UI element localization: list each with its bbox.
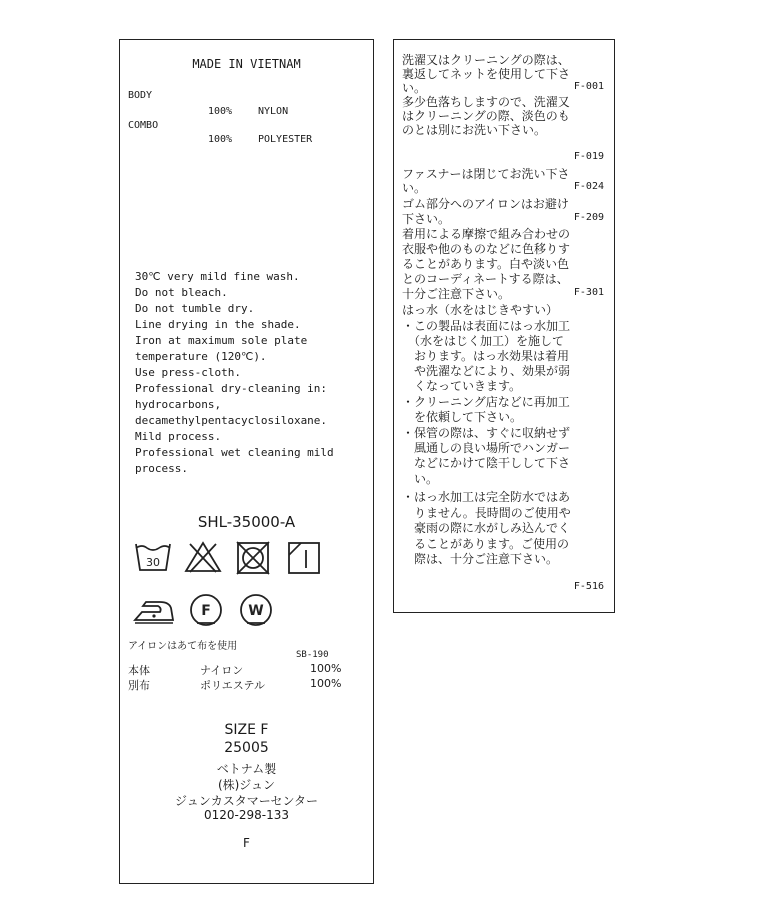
care-label-left bbox=[119, 39, 374, 884]
care-line: Mild process. bbox=[135, 430, 222, 443]
combo-part: COMBO bbox=[128, 120, 159, 131]
care-line: Do not bleach. bbox=[135, 286, 228, 299]
jp-care-line: ・クリーニング店などに再加工 bbox=[402, 395, 570, 409]
jp-care-line: 風通しの良い場所でハンガー bbox=[402, 441, 571, 455]
care-code: F-516 bbox=[573, 581, 604, 592]
care-line: Iron at maximum sole plate bbox=[135, 334, 308, 347]
jp-percent-combo: 100% bbox=[310, 677, 342, 690]
size-text: SIZE F bbox=[224, 722, 269, 738]
jp-care-line: おります。はっ水効果は着用 bbox=[402, 349, 570, 363]
care-line: Use press-cloth. bbox=[135, 366, 241, 379]
phone-number: 0120-298-133 bbox=[203, 808, 289, 822]
jp-care-line: い。 bbox=[402, 181, 427, 195]
jp-care-line: 豪雨の際に水がしみ込んでく bbox=[402, 521, 571, 535]
combo-percent: 100% bbox=[208, 134, 233, 145]
care-label-right bbox=[393, 39, 615, 613]
wash-temp-text: 30 bbox=[146, 556, 160, 569]
jp-care-line: はクリーニングの際、淡色のも bbox=[402, 109, 570, 123]
care-line: Do not tumble dry. bbox=[135, 302, 255, 315]
care-line: Line drying in the shade. bbox=[135, 318, 301, 331]
care-line: 30℃ very mild fine wash. bbox=[135, 270, 300, 283]
jp-care-line: ゴム部分へのアイロンはお避け bbox=[402, 197, 569, 211]
jp-material-body: ナイロン bbox=[200, 664, 244, 677]
jp-care-line: 多少色落ちしますので、洗濯又 bbox=[402, 95, 570, 109]
care-code: F-024 bbox=[573, 181, 604, 192]
jp-care-line: 裏返してネットを使用して下さ bbox=[402, 67, 571, 81]
care-line: decamethylpentacyclosiloxane. bbox=[135, 414, 328, 427]
iron-note: アイロンはあて布を使用 bbox=[128, 641, 238, 652]
jp-care-line: （水をはじく加工）を施して bbox=[402, 334, 565, 348]
lot-number: 25005 bbox=[224, 740, 269, 756]
jp-care-line: い。 bbox=[402, 472, 439, 486]
dry-clean-f-icon bbox=[188, 592, 224, 628]
jp-care-line: を依頼して下さい。 bbox=[402, 410, 523, 424]
jp-care-line: ファスナーは閉じてお洗い下さ bbox=[402, 167, 570, 181]
footer-letter: F bbox=[243, 836, 250, 850]
care-line: temperature (120℃). bbox=[135, 350, 267, 363]
origin-text: MADE IN VIETNAM bbox=[192, 57, 301, 71]
wet-clean-letter: W bbox=[248, 603, 264, 619]
jp-material-combo: ポリエステル bbox=[200, 679, 266, 692]
care-line: Professional dry-cleaning in: bbox=[135, 382, 328, 395]
jp-care-line: ・はっ水加工は完全防水ではあ bbox=[402, 490, 571, 504]
care-code: F-001 bbox=[573, 81, 604, 92]
jp-care-line: とのコーディネートする際は、 bbox=[402, 272, 569, 286]
wet-clean-w-icon bbox=[238, 592, 274, 628]
jp-care-line: ることがあります。ご使用の bbox=[402, 537, 570, 551]
jp-care-line: 下さい。 bbox=[402, 212, 451, 226]
care-line: hydrocarbons, bbox=[135, 398, 222, 411]
care-line: process. bbox=[135, 462, 188, 475]
care-line: Professional wet cleaning mild bbox=[135, 446, 334, 459]
care-code: F-209 bbox=[573, 212, 604, 223]
body-part: BODY bbox=[128, 90, 153, 101]
body-material: NYLON bbox=[258, 106, 289, 117]
jp-care-line: 十分ご注意下さい。 bbox=[402, 287, 511, 301]
sb-code: SB-190 bbox=[296, 650, 329, 660]
jp-care-line: い。 bbox=[402, 81, 427, 95]
jp-care-line: などにかけて陰干しして下さ bbox=[402, 456, 571, 470]
jp-care-line: や洗濯などにより、効果が弱 bbox=[402, 364, 571, 378]
jp-care-line: ・この製品は表面にはっ水加工 bbox=[402, 319, 571, 333]
no-tumble-dry-icon bbox=[235, 540, 271, 576]
origin-jp: ベトナム製 bbox=[216, 762, 277, 776]
body-percent: 100% bbox=[208, 106, 233, 117]
no-bleach-icon bbox=[184, 540, 222, 574]
model-code: SHL-35000-A bbox=[197, 513, 296, 531]
jp-care-line: ・保管の際は、すぐに収納せず bbox=[402, 426, 571, 440]
iron-low-icon bbox=[132, 596, 176, 626]
wash-30-icon bbox=[134, 540, 172, 574]
dry-clean-letter: F bbox=[201, 603, 211, 619]
combo-material: POLYESTER bbox=[258, 134, 313, 145]
jp-care-line: はっ水（水をはじきやすい） bbox=[402, 303, 559, 317]
jp-care-line: 着用による摩擦で組み合わせの bbox=[402, 227, 571, 241]
jp-care-line: 際は、十分ご注意下さい。 bbox=[402, 552, 559, 566]
jp-part-body: 本体 bbox=[128, 664, 150, 677]
care-code: F-019 bbox=[573, 151, 604, 162]
jp-care-line: りません。長時間のご使用や bbox=[402, 506, 571, 520]
jp-percent-body: 100% bbox=[310, 662, 342, 675]
line-dry-shade-icon bbox=[286, 540, 322, 576]
care-code: F-301 bbox=[573, 287, 604, 298]
jp-care-line: 衣服や他のものなどに色移りす bbox=[402, 242, 571, 256]
jp-care-line: 洗濯又はクリーニングの際は、 bbox=[402, 53, 570, 67]
jp-part-combo: 別布 bbox=[128, 679, 150, 692]
jp-care-line: くなっていきます。 bbox=[402, 379, 522, 393]
jp-care-line: のとは別にお洗い下さい。 bbox=[402, 123, 547, 137]
jp-care-line: ることがあります。白や淡い色 bbox=[402, 257, 570, 271]
company-name: (株)ジュン bbox=[217, 778, 276, 792]
customer-center: ジュンカスタマーセンター bbox=[174, 794, 319, 808]
